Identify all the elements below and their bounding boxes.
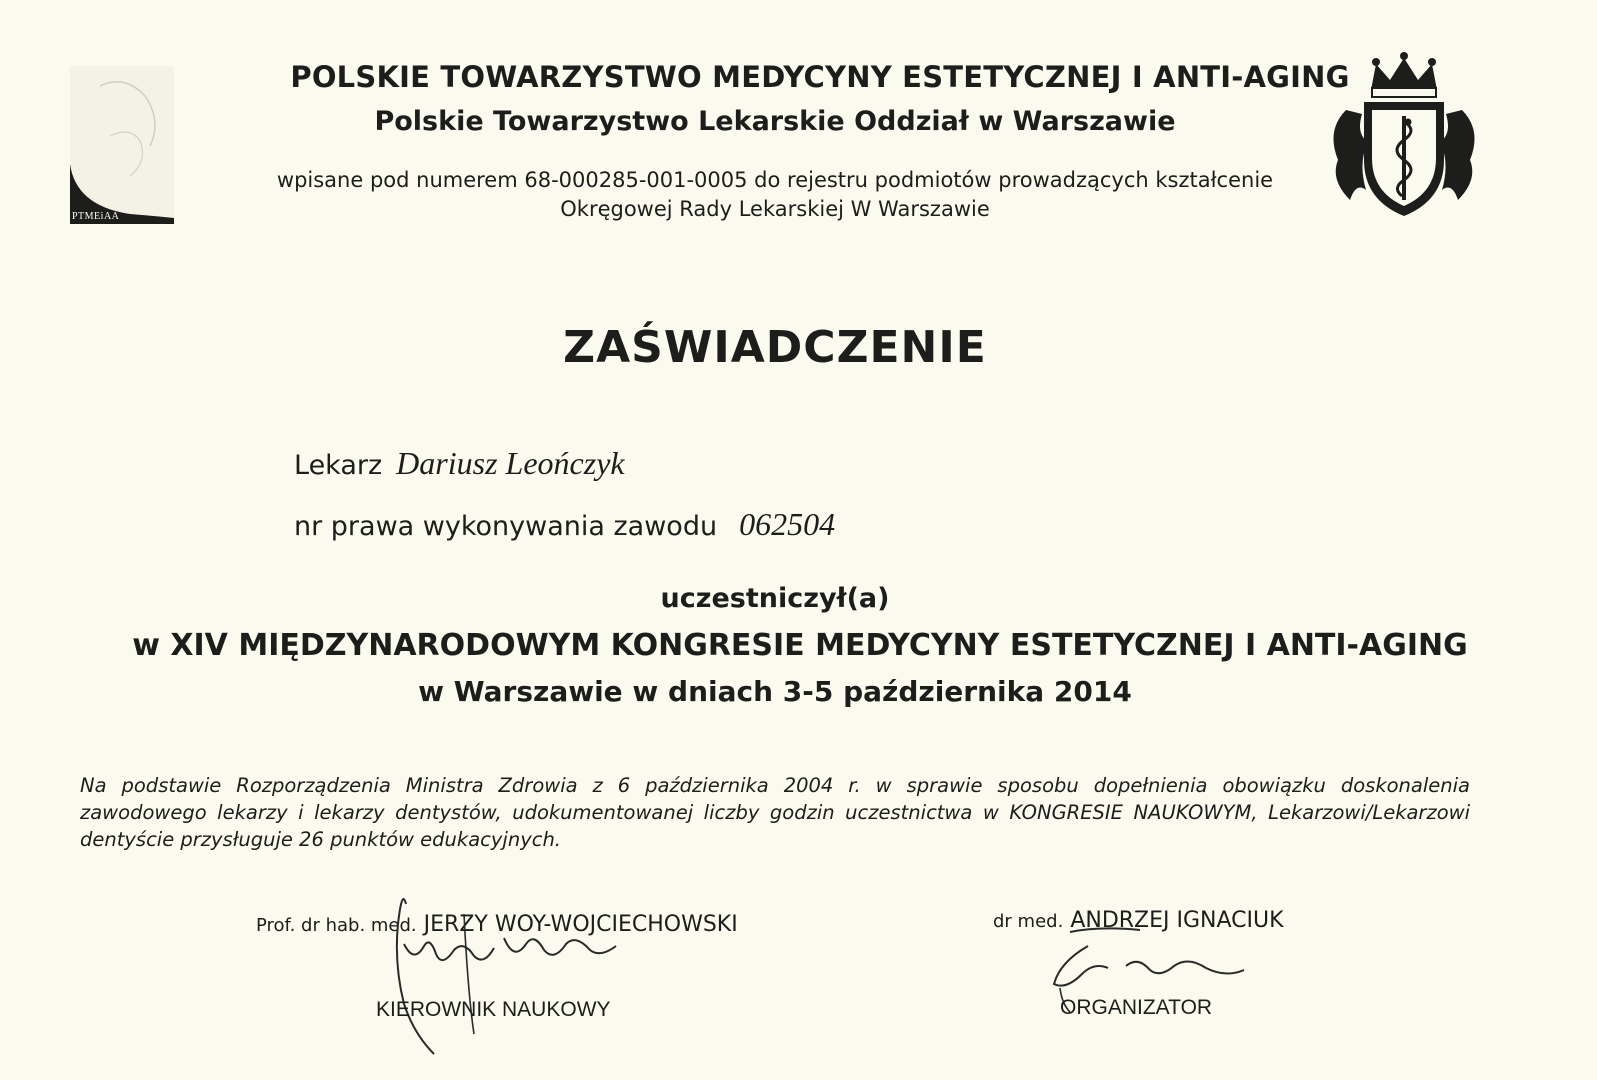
doctor-name: Dariusz Leończyk <box>396 445 625 481</box>
doctor-line <box>294 445 625 482</box>
left-signatory-role: KIEROWNIK NAUKOWY <box>376 998 611 1021</box>
congress-dates: w Warszawie w dniach 3-5 października 2014 <box>418 675 1132 708</box>
right-signatory-name: ANDRZEJ IGNACIUK <box>1070 908 1284 933</box>
right-signatory-prefix: dr med. <box>993 911 1064 932</box>
certificate-title: ZAŚWIADCZENIE <box>563 322 987 373</box>
legal-basis-paragraph: Na podstawie Rozporządzenia Ministra Zdrowia z 6 października 2004 r. w sprawie sposobu dopełnienia obowiązku doskonalenia zawodowego lekarzy i lekarzy dentystów, udokumentowanej liczby godzin uczestnictwa w KONGRESIE NAUKOWYM, Lekarzowi/Lekarzowi dentyście przysługuje 26 punktów edukacyjnych. <box>80 774 1470 851</box>
left-handwritten-signature <box>384 884 634 1060</box>
registry-line-1: wpisane pod numerem 68-000285-001-0005 do rejestru podmiotów prowadzących kształcenie <box>276 168 1274 192</box>
registry-line-2: Okręgowej Rady Lekarskiej W Warszawie <box>560 197 990 221</box>
left-signatory-prefix: Prof. dr hab. med. <box>256 915 417 936</box>
license-label: nr prawa wykonywania zawodu <box>294 511 718 542</box>
right-signatory-role: ORGANIZATOR <box>1060 996 1213 1019</box>
congress-name: w XIV MIĘDZYNARODOWYM KONGRESIE MEDYCYNY ESTETYCZNEJ I ANTI-AGING <box>132 628 1468 663</box>
organization-name: POLSKIE TOWARZYSTWO MEDYCYNY ESTETYCZNEJ I ANTI-AGING <box>290 60 1350 94</box>
logo-caption: PTMEiAA <box>72 211 120 222</box>
logo-graphic <box>70 66 174 224</box>
participation-text: uczestniczył(a) <box>660 583 890 614</box>
doctor-label: Lekarz <box>294 450 383 481</box>
license-line <box>294 506 835 543</box>
sub-organization-name: Polskie Towarzystwo Lekarskie Oddział w Warszawie <box>374 106 1176 137</box>
license-number: 062504 <box>739 506 836 542</box>
left-signatory-name: JERZY WOY-WOJCIECHOWSKI <box>423 912 738 937</box>
ptmeiaa-logo <box>70 66 174 224</box>
